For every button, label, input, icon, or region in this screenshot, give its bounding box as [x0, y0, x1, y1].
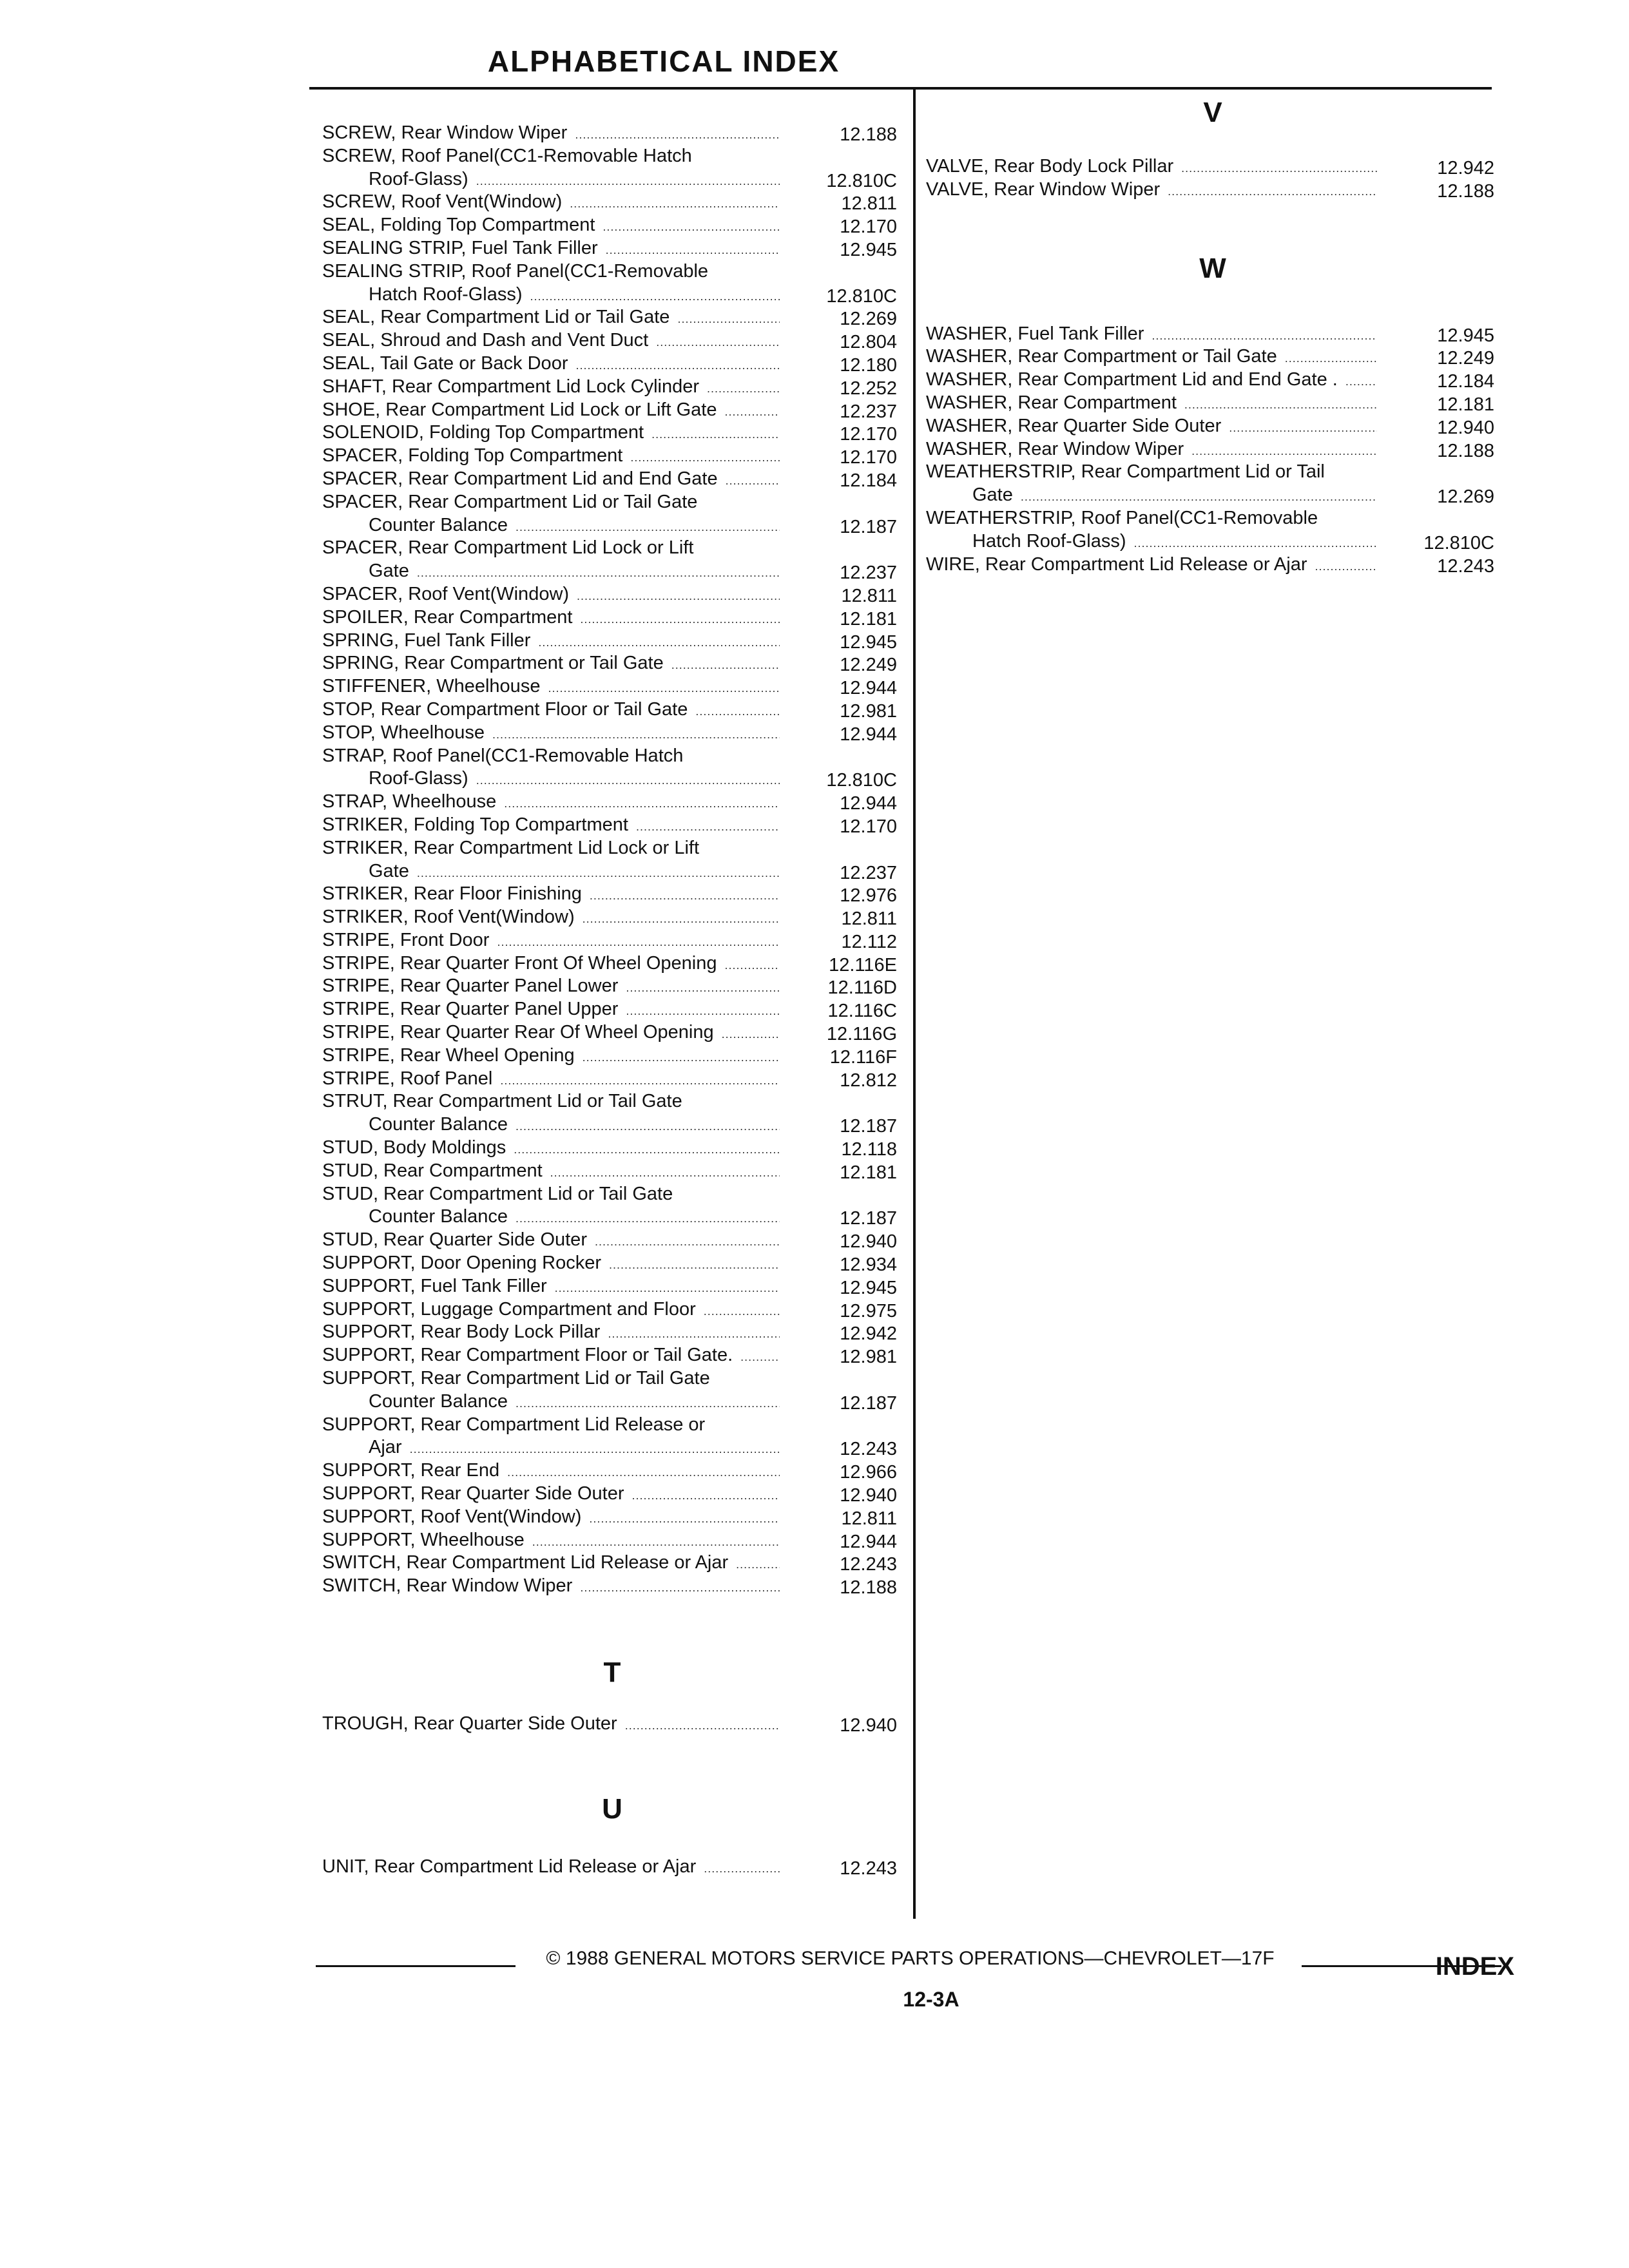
index-entry-page: 12.942 — [840, 1323, 897, 1345]
index-entry — [322, 330, 902, 353]
index-entry-text: SUPPORT, Rear Compartment Floor or Tail Gate. ..... — [322, 1345, 780, 1368]
index-entry-page: 12.187 — [840, 1392, 897, 1414]
index-entry-text: STRUT, Rear Compartment Lid or Tail Gate — [322, 1091, 780, 1114]
index-entry — [926, 323, 1499, 347]
index-entry-page: 12.944 — [840, 1531, 897, 1552]
index-entry-text: SWITCH, Rear Compartment Lid Release or Ajar ..... — [322, 1552, 780, 1575]
index-entry-text: STRIPE, Rear Quarter Panel Lower ..... — [322, 975, 780, 999]
index-list-u — [322, 1856, 902, 1879]
index-entry-text: Ajar ..... — [322, 1437, 780, 1460]
index-entry — [322, 1460, 902, 1483]
index-entry — [322, 745, 902, 769]
index-entry-text: STRAP, Roof Panel(CC1-Removable Hatch — [322, 745, 780, 769]
index-entry — [926, 392, 1499, 416]
index-entry-page: 12.981 — [840, 1347, 897, 1368]
index-entry-page: 12.976 — [840, 885, 897, 907]
index-entry-text: WASHER, Rear Quarter Side Outer ..... — [926, 416, 1377, 439]
index-entry — [322, 630, 902, 653]
index-entry-page: 12.184 — [840, 470, 897, 491]
index-entry-page: 12.252 — [840, 378, 897, 399]
index-entry-text: SPACER, Rear Compartment Lid or Tail Gate — [322, 492, 780, 515]
index-entry-page: 12.116D — [827, 977, 897, 999]
index-entry-page: 12.188 — [840, 1577, 897, 1599]
index-entry — [322, 238, 902, 261]
index-entry-page: 12.187 — [840, 1116, 897, 1137]
index-entry-text: STRIPE, Front Door ..... — [322, 930, 780, 953]
index-entry-text: Hatch Roof-Glass) ..... — [926, 531, 1377, 554]
index-entry-text: WASHER, Rear Compartment Lid and End Gate . ..... — [926, 369, 1377, 392]
index-entry-page: 12.945 — [840, 631, 897, 653]
index-entry — [322, 1253, 902, 1276]
index-entry-text: STUD, Rear Quarter Side Outer ..... — [322, 1229, 780, 1253]
index-entry-text: TROUGH, Rear Quarter Side Outer ..... — [322, 1713, 780, 1736]
index-entry — [322, 215, 902, 238]
left-column — [322, 122, 902, 1879]
index-entry-text: Counter Balance ..... — [322, 515, 780, 538]
index-entry-page: 12.237 — [840, 401, 897, 422]
index-entry — [322, 284, 902, 307]
index-entry-text: SUPPORT, Fuel Tank Filler ..... — [322, 1276, 780, 1299]
index-entry-text: STUD, Rear Compartment ..... — [322, 1160, 780, 1184]
index-entry-page: 12.269 — [840, 309, 897, 330]
index-entry-page: 12.184 — [1437, 371, 1494, 392]
index-entry — [322, 1437, 902, 1460]
index-entry-page: 12.188 — [1437, 180, 1494, 202]
index-entry — [322, 953, 902, 976]
index-entry — [322, 1137, 902, 1160]
index-entry — [322, 791, 902, 814]
index-entry-page: 12.811 — [841, 193, 897, 215]
index-entry — [926, 508, 1499, 531]
index-entry — [322, 1276, 902, 1299]
index-entry-text: SUPPORT, Luggage Compartment and Floor ..... — [322, 1299, 780, 1322]
index-entry — [322, 607, 902, 630]
index-entry — [926, 485, 1499, 508]
page-title: ALPHABETICAL INDEX — [487, 44, 840, 78]
index-entry — [322, 999, 902, 1022]
index-entry — [926, 179, 1499, 202]
index-entry-page: 12.170 — [840, 216, 897, 238]
index-entry — [322, 1206, 902, 1229]
index-entry-page: 12.944 — [840, 678, 897, 699]
index-entry-text: SEALING STRIP, Roof Panel(CC1-Removable — [322, 261, 780, 284]
index-entry-page: 12.243 — [840, 1554, 897, 1575]
index-entry-page: 12.116F — [829, 1046, 897, 1068]
index-entry-page: 12.942 — [1437, 158, 1494, 178]
index-entry — [322, 515, 902, 538]
index-entry-text: SHAFT, Rear Compartment Lid Lock Cylinder ..... — [322, 376, 780, 399]
index-entry-page: 12.249 — [1437, 348, 1494, 369]
index-entry-text: STOP, Rear Compartment Floor or Tail Gate ..... — [322, 699, 780, 722]
index-entry — [926, 346, 1499, 369]
index-entry-text: UNIT, Rear Compartment Lid Release or Ajar ..... — [322, 1856, 780, 1879]
index-entry-page: 12.804 — [840, 332, 897, 353]
index-entry — [322, 1091, 902, 1114]
index-entry-text: SPOILER, Rear Compartment ..... — [322, 607, 780, 630]
index-entry — [322, 399, 902, 423]
index-entry-page: 12.940 — [1437, 417, 1494, 438]
index-entry — [322, 1321, 902, 1345]
index-entry-text: Roof-Glass) ..... — [322, 768, 780, 791]
index-entry — [322, 169, 902, 192]
index-entry-page: 12.940 — [840, 1485, 897, 1506]
index-entry — [322, 1506, 902, 1530]
index-entry-page: 12.237 — [840, 862, 897, 883]
index-entry-text: SOLENOID, Folding Top Compartment ..... — [322, 422, 780, 445]
index-entry — [322, 1160, 902, 1184]
index-entry-text: SUPPORT, Rear Compartment Lid or Tail Gate — [322, 1368, 780, 1391]
page-number: 12-3A — [903, 1988, 959, 2011]
index-entry-text: SPRING, Rear Compartment or Tail Gate ..... — [322, 653, 780, 676]
index-entry — [322, 537, 902, 561]
index-entry-text: SUPPORT, Roof Vent(Window) ..... — [322, 1506, 780, 1530]
index-entry-page: 12.812 — [840, 1070, 897, 1091]
index-entry-text: SHOE, Rear Compartment Lid Lock or Lift Gate ..... — [322, 399, 780, 423]
index-entry-page: 12.237 — [840, 562, 897, 584]
index-entry-page: 12.188 — [1437, 440, 1494, 461]
index-entry-page: 12.975 — [840, 1300, 897, 1321]
index-entry — [322, 1713, 902, 1736]
index-entry-text: Gate ..... — [322, 561, 780, 584]
index-entry — [322, 445, 902, 468]
index-entry-text: SEAL, Shroud and Dash and Vent Duct ..... — [322, 330, 780, 353]
index-entry-page: 12.934 — [840, 1254, 897, 1276]
index-entry — [322, 1114, 902, 1137]
index-entry-page: 12.945 — [1437, 325, 1494, 346]
index-entry — [322, 492, 902, 515]
index-entry-page: 12.944 — [840, 724, 897, 745]
index-entry — [322, 376, 902, 399]
index-entry-text: SEAL, Rear Compartment Lid or Tail Gate ..... — [322, 307, 780, 330]
index-entry — [322, 468, 902, 492]
index-entry-text: SUPPORT, Rear Quarter Side Outer ..... — [322, 1483, 780, 1506]
index-entry-text: STRIPE, Rear Quarter Panel Upper ..... — [322, 999, 780, 1022]
index-entry-text: WIRE, Rear Compartment Lid Release or Ajar ..... — [926, 554, 1377, 577]
index-entry-page: 12.116G — [826, 1024, 897, 1045]
index-entry-text: SWITCH, Rear Window Wiper ..... — [322, 1575, 780, 1599]
index-entry-page: 12.170 — [840, 447, 897, 468]
index-entry-text: SPACER, Rear Compartment Lid Lock or Lift — [322, 537, 780, 561]
index-entry-text: Roof-Glass) ..... — [322, 169, 780, 192]
index-entry-text: STUD, Rear Compartment Lid or Tail Gate — [322, 1184, 780, 1207]
index-entry-page: 12.940 — [840, 1715, 897, 1736]
index-entry-text: WASHER, Rear Compartment ..... — [926, 392, 1377, 416]
index-entry-text: STRIPE, Roof Panel ..... — [322, 1068, 780, 1091]
index-entry — [322, 676, 902, 699]
index-entry-text: WASHER, Rear Window Wiper ..... — [926, 439, 1377, 462]
index-entry-page: 12.981 — [840, 700, 897, 722]
index-entry-page: 12.966 — [840, 1462, 897, 1483]
index-entry-page: 12.118 — [841, 1139, 897, 1160]
index-entry — [322, 975, 902, 999]
index-entry-page: 12.181 — [1437, 394, 1494, 415]
index-entry — [322, 122, 902, 146]
index-entry — [322, 814, 902, 838]
index-list-t — [322, 1713, 902, 1736]
index-entry-page: 12.811 — [841, 1508, 897, 1529]
index-entry — [322, 1483, 902, 1506]
index-entry-text: Counter Balance ..... — [322, 1114, 780, 1137]
index-entry-text: Hatch Roof-Glass) ..... — [322, 284, 780, 307]
index-entry-page: 12.181 — [840, 608, 897, 629]
index-entry — [322, 1184, 902, 1207]
right-column — [926, 97, 1499, 577]
section-letter-v: V — [1203, 97, 1222, 128]
index-entry-page: 12.170 — [840, 816, 897, 837]
index-entry-text: SPACER, Folding Top Compartment ..... — [322, 445, 780, 468]
header-rule — [309, 87, 1492, 90]
index-entry — [322, 1575, 902, 1599]
index-entry-text: SCREW, Roof Vent(Window) ..... — [322, 191, 780, 215]
index-entry-text: SUPPORT, Rear Compartment Lid Release or — [322, 1414, 780, 1437]
index-entry-text: SPRING, Fuel Tank Filler ..... — [322, 630, 780, 653]
index-entry-page: 12.170 — [840, 424, 897, 445]
index-entry — [322, 1229, 902, 1253]
index-entry-text: VALVE, Rear Body Lock Pillar ..... — [926, 156, 1377, 179]
section-label: INDEX — [1435, 1952, 1514, 1981]
index-entry-text: SUPPORT, Rear Body Lock Pillar ..... — [322, 1321, 780, 1345]
index-entry-page: 12.945 — [840, 1277, 897, 1298]
index-entry-text: SUPPORT, Rear End ..... — [322, 1460, 780, 1483]
index-entry-page: 12.249 — [840, 655, 897, 676]
index-entry-text: VALVE, Rear Window Wiper ..... — [926, 179, 1377, 202]
footer-rule-left — [316, 1965, 516, 1967]
index-entry-page: 12.810C — [826, 770, 897, 791]
index-entry — [322, 1299, 902, 1322]
index-entry-text: WEATHERSTRIP, Rear Compartment Lid or Tail — [926, 461, 1377, 485]
index-entry-page: 12.810C — [826, 285, 897, 307]
index-entry-page: 12.243 — [840, 1858, 897, 1879]
index-entry — [322, 1552, 902, 1575]
section-letter-w: W — [1199, 252, 1226, 284]
index-entry-page: 12.188 — [840, 124, 897, 145]
index-entry-text: SCREW, Roof Panel(CC1-Removable Hatch — [322, 146, 780, 169]
index-entry — [322, 1414, 902, 1437]
index-entry — [926, 369, 1499, 392]
index-entry-text: SUPPORT, Wheelhouse ..... — [322, 1530, 780, 1553]
index-entry-text: WASHER, Fuel Tank Filler ..... — [926, 323, 1377, 347]
index-list-w — [926, 323, 1499, 577]
index-entry-text: STRIKER, Rear Compartment Lid Lock or Lift — [322, 838, 780, 861]
index-entry-page: 12.944 — [840, 793, 897, 814]
index-entry-text: SPACER, Rear Compartment Lid and End Gate ..... — [322, 468, 780, 492]
index-entry-text: SUPPORT, Door Opening Rocker ..... — [322, 1253, 780, 1276]
index-entry — [322, 1068, 902, 1091]
index-entry-text: STIFFENER, Wheelhouse ..... — [322, 676, 780, 699]
index-entry — [322, 907, 902, 930]
section-letter-u: U — [602, 1792, 622, 1825]
index-entry-page: 12.116C — [827, 1001, 897, 1022]
index-entry-page: 12.945 — [840, 239, 897, 260]
index-entry — [322, 1345, 902, 1368]
index-entry — [322, 191, 902, 215]
index-entry — [322, 1530, 902, 1553]
column-divider — [913, 89, 916, 1919]
index-entry-text: STRIPE, Rear Quarter Front Of Wheel Opening ..... — [322, 953, 780, 976]
section-letter-t: T — [603, 1657, 621, 1688]
index-entry-page: 12.187 — [840, 516, 897, 537]
index-entry-text: SEALING STRIP, Fuel Tank Filler ..... — [322, 238, 780, 261]
index-list-s — [322, 122, 902, 1599]
index-entry — [926, 439, 1499, 462]
index-entry — [322, 653, 902, 676]
index-entry — [322, 561, 902, 584]
index-entry-page: 12.181 — [840, 1162, 897, 1183]
index-entry — [322, 861, 902, 884]
index-entry-text: Counter Balance ..... — [322, 1391, 780, 1414]
index-list-v — [926, 156, 1499, 202]
index-entry — [322, 1045, 902, 1068]
index-entry — [322, 722, 902, 745]
index-entry-page: 12.112 — [841, 931, 897, 952]
index-entry-page: 12.116E — [829, 954, 897, 975]
index-entry-text: Counter Balance ..... — [322, 1206, 780, 1229]
index-entry — [926, 531, 1499, 554]
index-entry — [322, 584, 902, 607]
index-entry-text: SPACER, Roof Vent(Window) ..... — [322, 584, 780, 607]
index-entry-text: WEATHERSTRIP, Roof Panel(CC1-Removable — [926, 508, 1377, 531]
index-entry — [926, 554, 1499, 577]
index-entry-page: 12.180 — [840, 354, 897, 376]
index-entry — [322, 768, 902, 791]
index-entry-page: 12.243 — [840, 1439, 897, 1460]
index-entry-text: Gate ..... — [322, 861, 780, 884]
index-entry — [926, 416, 1499, 439]
index-entry — [322, 261, 902, 284]
index-entry-text: Gate ..... — [926, 485, 1377, 508]
index-entry-page: 12.811 — [841, 908, 897, 930]
index-entry — [322, 838, 902, 861]
index-entry — [926, 461, 1499, 485]
index-entry-text: SEAL, Folding Top Compartment ..... — [322, 215, 780, 238]
index-entry-text: STRIKER, Folding Top Compartment ..... — [322, 814, 780, 838]
index-entry-page: 12.269 — [1437, 486, 1494, 508]
index-entry — [322, 307, 902, 330]
index-entry — [322, 146, 902, 169]
index-entry — [322, 930, 902, 953]
index-entry-page: 12.940 — [840, 1231, 897, 1253]
index-entry-text: STRIPE, Rear Wheel Opening ..... — [322, 1045, 780, 1068]
index-entry — [322, 699, 902, 722]
index-entry-page: 12.810C — [1423, 532, 1494, 553]
index-entry — [322, 1856, 902, 1879]
index-entry-text: SCREW, Rear Window Wiper ..... — [322, 122, 780, 146]
index-entry — [322, 883, 902, 907]
index-entry-text: STUD, Body Moldings ..... — [322, 1137, 780, 1160]
index-entry-text: SEAL, Tail Gate or Back Door ..... — [322, 353, 780, 376]
index-entry — [322, 422, 902, 445]
index-entry-text: WASHER, Rear Compartment or Tail Gate ..... — [926, 346, 1377, 369]
index-entry — [322, 1391, 902, 1414]
index-entry — [322, 1022, 902, 1045]
index-entry-text: STOP, Wheelhouse ..... — [322, 722, 780, 745]
index-entry-text: STRIKER, Roof Vent(Window) ..... — [322, 907, 780, 930]
index-entry — [322, 1368, 902, 1391]
index-entry-page: 12.187 — [840, 1208, 897, 1229]
index-entry — [322, 353, 902, 376]
index-entry-text: STRIPE, Rear Quarter Rear Of Wheel Opening ..... — [322, 1022, 780, 1045]
index-entry-text: STRAP, Wheelhouse ..... — [322, 791, 780, 814]
index-entry-text: STRIKER, Rear Floor Finishing ..... — [322, 883, 780, 907]
index-entry-page: 12.243 — [1437, 555, 1494, 577]
index-entry — [926, 156, 1499, 179]
footer-copyright: © 1988 GENERAL MOTORS SERVICE PARTS OPERATIONS—CHEVROLET—17F — [546, 1948, 1275, 1969]
index-entry-page: 12.811 — [841, 585, 897, 606]
index-entry-page: 12.810C — [826, 170, 897, 191]
